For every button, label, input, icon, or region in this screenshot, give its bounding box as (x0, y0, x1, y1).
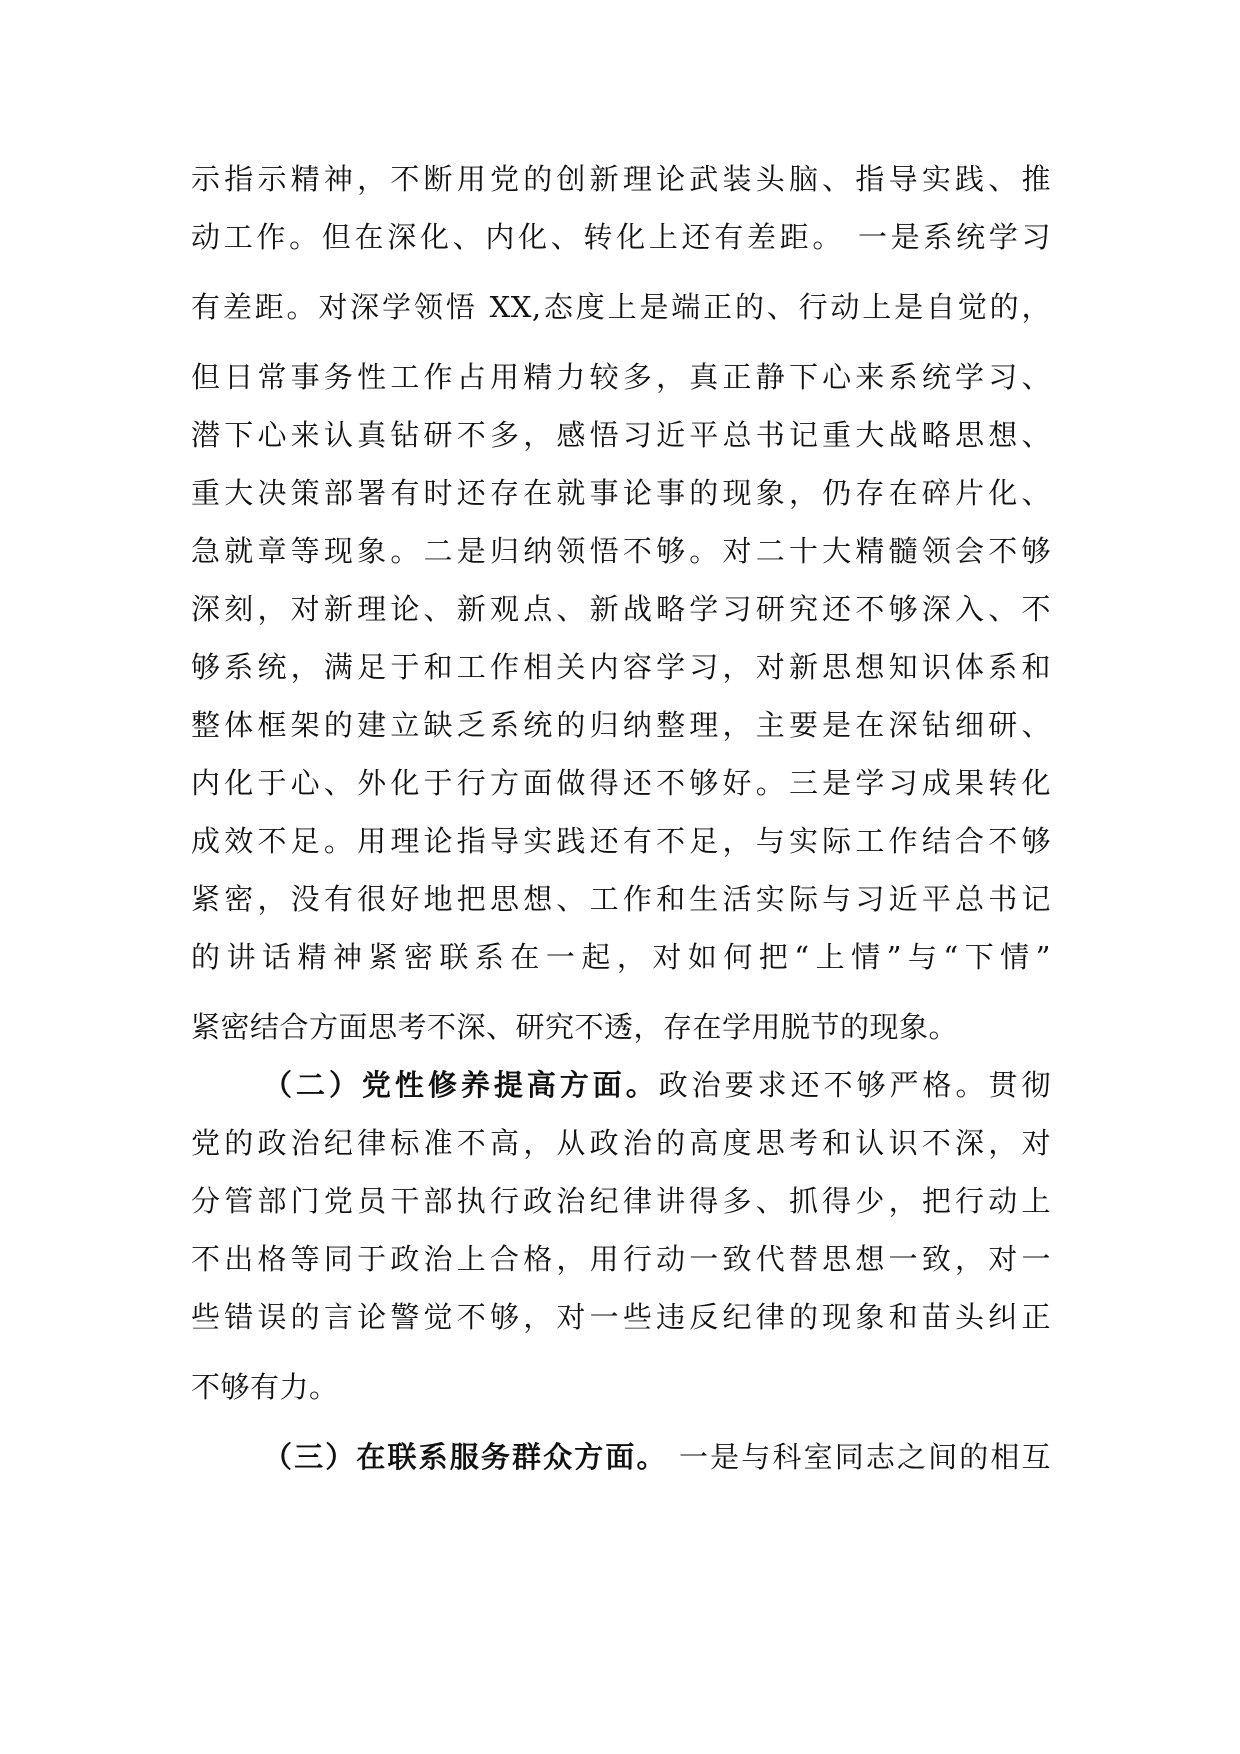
text-line: 些错误的言论警觉不够，对一些违反纪律的现象和苗头纠正 (191, 1300, 1051, 1334)
text-line: 内化于心、外化于行方面做得还不够好。三是学习成果转化 (191, 766, 1051, 800)
text-line: 深刻，对新理论、新观点、新战略学习研究还不够深入、不 (191, 592, 1051, 626)
text-line: 整体框架的建立缺乏系统的归纳整理，主要是在深钻细研、 (191, 708, 1051, 742)
text-line: 但日常事务性工作占用精力较多，真正静下心来系统学习、 (191, 360, 1051, 394)
text-run: 一是与科室同志之间的相互 (667, 1440, 1051, 1474)
paragraph-study-gaps (191, 150, 1051, 1056)
document-body (191, 150, 1051, 1486)
text-line (191, 1056, 1051, 1114)
text-line: 紧密，没有很好地把思想、工作和生活实际与习近平总书记 (191, 882, 1051, 916)
text-line: 成效不足。用理论指导实践还有不足，与实际工作结合不够 (191, 824, 1051, 858)
text-line: 不够有力。 (191, 1370, 339, 1404)
text-line: 动工作。但在深化、内化、转化上还有差距。 一是系统学习 (191, 220, 1051, 254)
text-run: 政治要求还不够严格。贯彻 (658, 1068, 1051, 1102)
section-heading: （三）在联系服务群众方面。 (263, 1440, 668, 1474)
text-line: 重大决策部署有时还存在就事论事的现象，仍存在碎片化、 (191, 476, 1051, 510)
paragraph-party-spirit (191, 1056, 1051, 1416)
paragraph-serving-masses (191, 1428, 1051, 1486)
text-line: 有差距。对深学领悟 XX,态度上是端正的、行动上是自觉的， (191, 290, 1051, 324)
text-line: 的讲话精神紧密联系在一起，对如何把“上情”与“下情” (191, 940, 1051, 974)
text-line: 党的政治纪律标准不高，从政治的高度思考和认识不深，对 (191, 1126, 1051, 1160)
text-line: 示指示精神，不断用党的创新理论武装头脑、指导实践、推 (191, 162, 1051, 196)
text-line: 潜下心来认真钻研不多，感悟习近平总书记重大战略思想、 (191, 418, 1051, 452)
text-line: 分管部门党员干部执行政治纪律讲得多、抓得少，把行动上 (191, 1184, 1051, 1218)
text-line (191, 1428, 1051, 1486)
text-line: 不出格等同于政治上合格，用行动一致代替思想一致，对一 (191, 1242, 1051, 1276)
text-line: 够系统，满足于和工作相关内容学习，对新思想知识体系和 (191, 650, 1051, 684)
section-heading: （二）党性修养提高方面。 (263, 1068, 659, 1102)
text-line: 急就章等现象。二是归纳领悟不够。对二十大精髓领会不够 (191, 534, 1051, 568)
text-line: 紧密结合方面思考不深、研究不透，存在学用脱节的现象。 (191, 1010, 959, 1044)
